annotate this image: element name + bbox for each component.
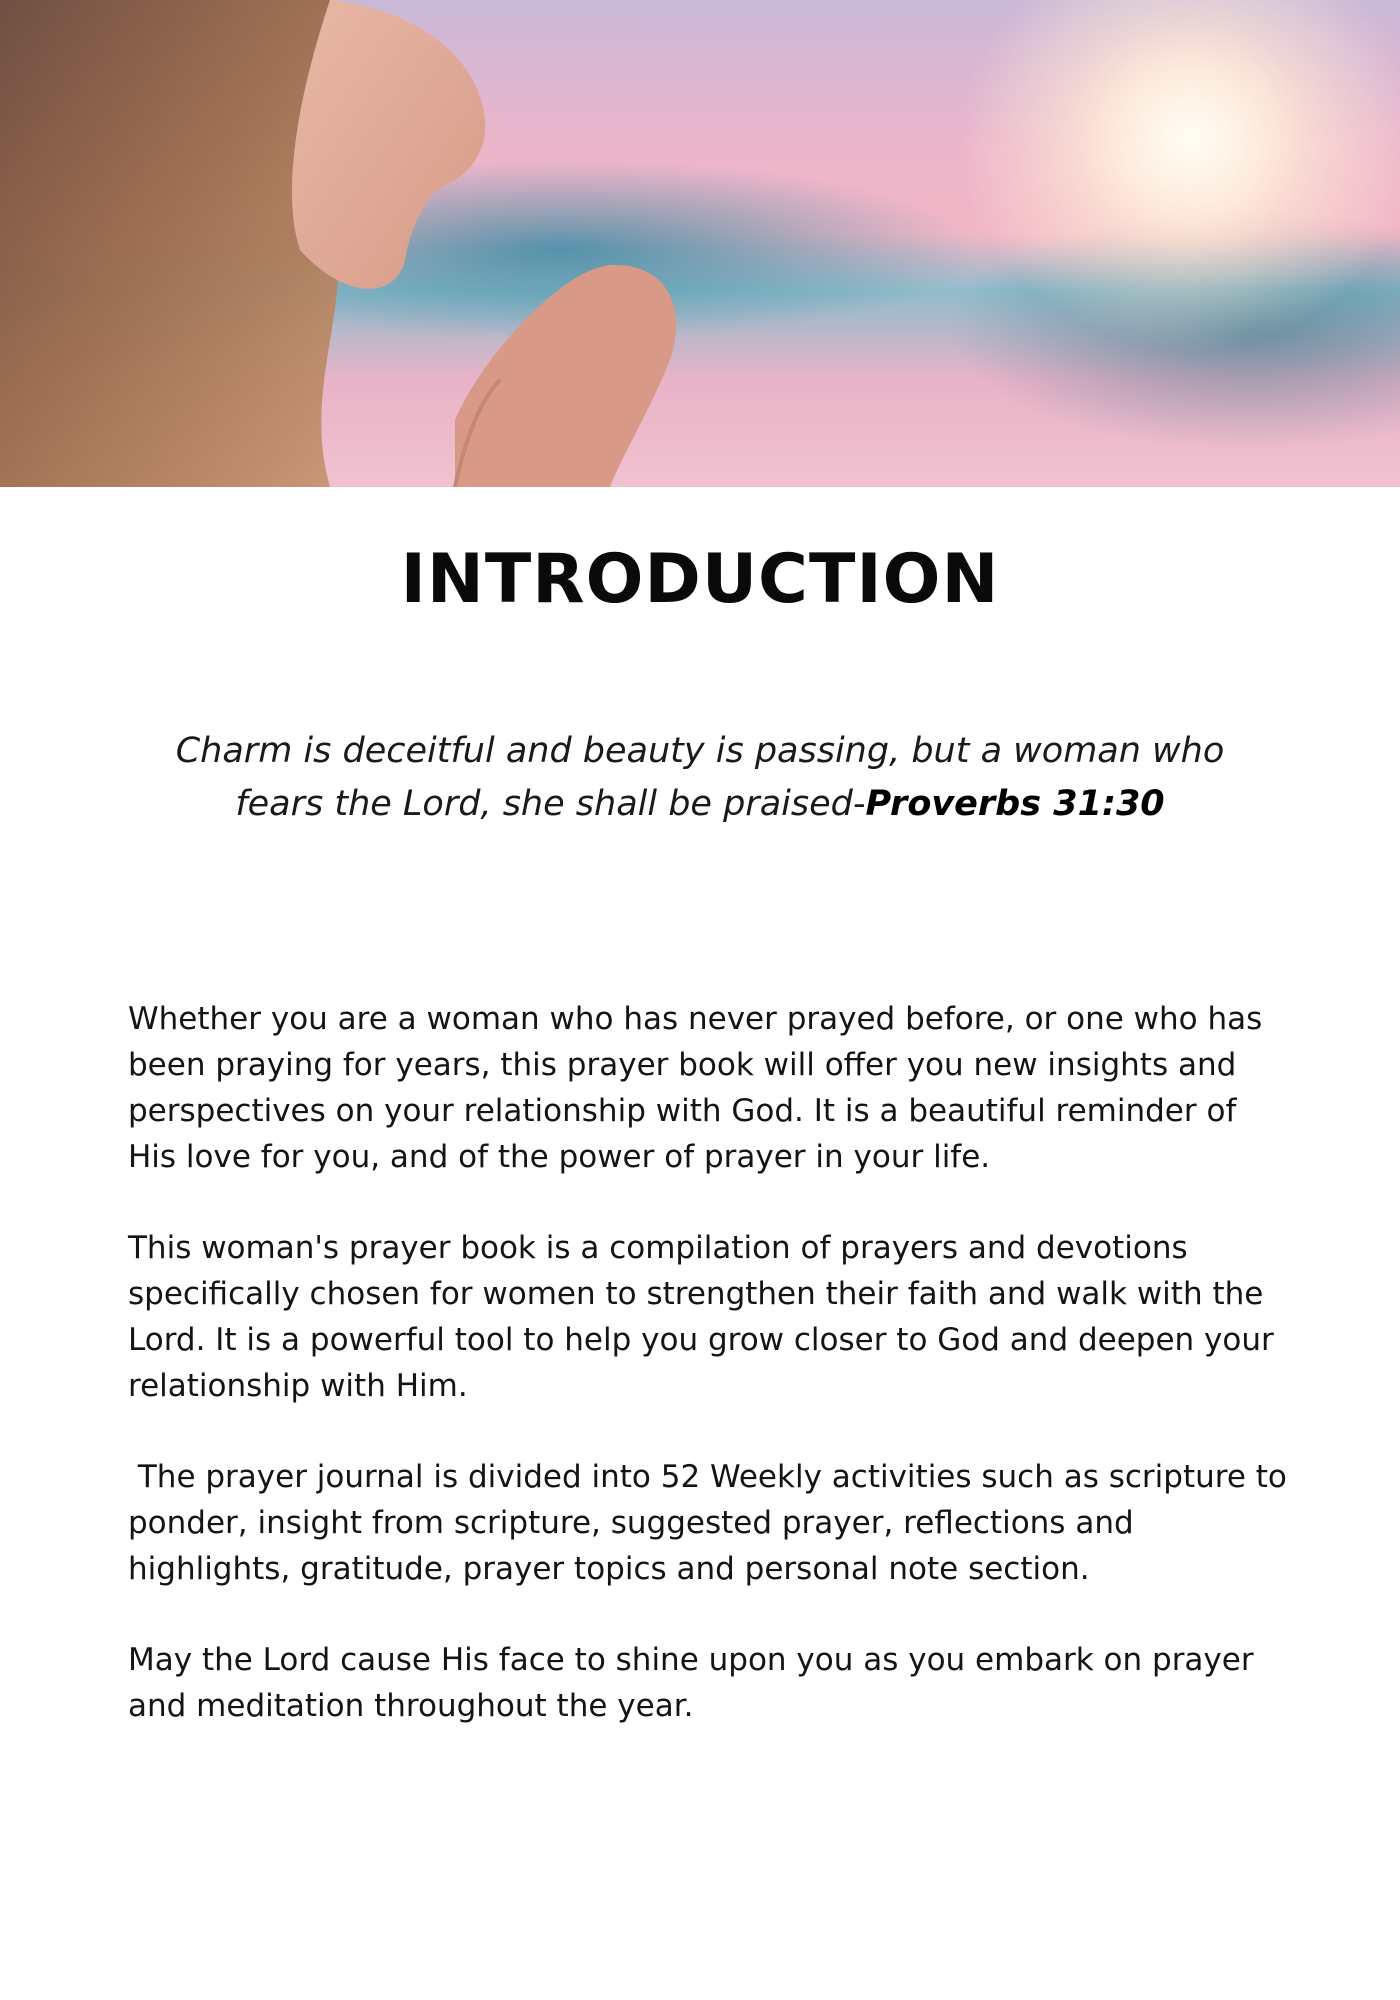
introduction-body	[128, 996, 1297, 1774]
paragraph-3: The prayer journal is divided into 52 Weekly activities such as scripture to ponder, insight from scripture, suggested prayer, reflections and highlights, gratitude, prayer topics and personal note section.	[128, 1459, 1297, 1587]
hair-shape	[0, 0, 339, 487]
quote-reference: Proverbs 31:30	[865, 784, 1165, 824]
face-shape	[292, 0, 485, 289]
praying-woman-illustration	[0, 0, 1400, 487]
quote-text: Charm is deceitful and beauty is passing, but a woman who fears the Lord, she shall be praised-	[175, 731, 1225, 824]
hands-shape	[455, 265, 676, 487]
hero-image	[0, 0, 1400, 487]
paragraph-1: Whether you are a woman who has never prayed before, or one who has been praying for years, this prayer book will offer you new insights and perspectives on your relationship with God. It is a beautiful reminder of His love for you, and of the power of prayer in your life.	[128, 1001, 1273, 1175]
sun-glow	[1070, 20, 1310, 260]
page-title: INTRODUCTION	[400, 540, 1000, 619]
paragraph-2: This woman's prayer book is a compilation of prayers and devotions specifically chosen for women to strengthen their faith and walk with the Lord. It is a powerful tool to help you grow closer to God and deepen your relationship with Him.	[128, 1230, 1284, 1404]
paragraph-4: May the Lord cause His face to shine upon you as you embark on prayer and meditation throughout the year.	[128, 1642, 1264, 1724]
scripture-quote	[160, 725, 1240, 831]
